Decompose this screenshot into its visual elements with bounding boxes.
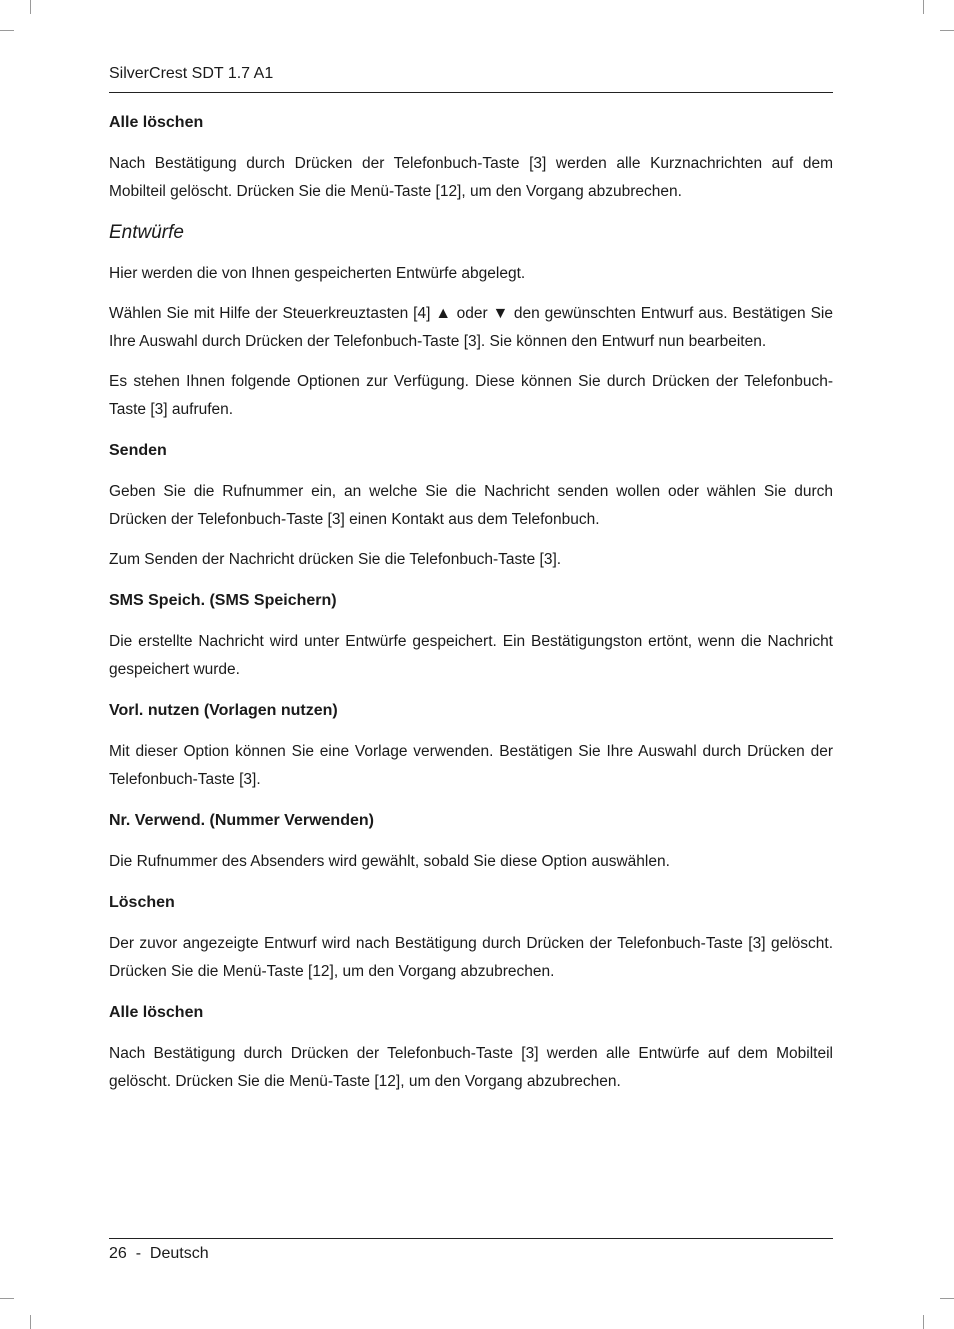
paragraph: Der zuvor angezeigte Entwurf wird nach Bestätigung durch Drücken der Telefonbuch-Taste [3] gelöscht. Drücken Sie die Menü-Taste [12], um den Vorgang abzubrechen.: [109, 935, 833, 980]
section-heading: Senden: [109, 442, 167, 459]
crop-mark: [940, 1298, 954, 1299]
section-heading: Nr. Verwend. (Nummer Verwenden): [109, 812, 374, 829]
page-footer: [109, 1238, 833, 1267]
crop-mark: [30, 1315, 31, 1329]
section-entwuerfe: [109, 218, 833, 424]
footer-language: Deutsch: [149, 1245, 209, 1262]
chapter-heading: Entwürfe: [109, 222, 184, 243]
arrow-up-icon: ▲: [435, 305, 452, 322]
page-number: 26: [109, 1245, 127, 1262]
paragraph: Die Rufnummer des Absenders wird gewählt, sobald Sie diese Option auswählen.: [109, 853, 670, 870]
document-title: SilverCrest SDT 1.7 A1: [109, 65, 274, 82]
paragraph-text: Wählen Sie mit Hilfe der Steuerkreuztasten [4]: [109, 305, 431, 322]
crop-mark: [940, 30, 954, 31]
section-senden: [109, 436, 833, 574]
footer-separator: -: [135, 1245, 142, 1262]
paragraph: Nach Bestätigung durch Drücken der Telefonbuch-Taste [3] werden alle Entwürfe auf dem Mobilteil gelöscht. Drücken Sie die Menü-Taste [12], um den Vorgang abzubrechen.: [109, 1045, 833, 1090]
paragraph-navigation: [109, 300, 833, 356]
section-heading: Alle löschen: [109, 114, 204, 131]
paragraph: Es stehen Ihnen folgende Optionen zur Verfügung. Diese können Sie durch Drücken der Telefonbuch-Taste [3] aufrufen.: [109, 373, 833, 418]
page-content: [109, 108, 833, 1108]
crop-mark: [923, 1315, 924, 1329]
page-header: [109, 62, 833, 93]
section-heading: Löschen: [109, 894, 175, 911]
section-vorlagen-nutzen: [109, 696, 833, 794]
section-heading: Alle löschen: [109, 1004, 204, 1021]
section-alle-loeschen-sms: [109, 108, 833, 206]
paragraph: Die erstellte Nachricht wird unter Entwürfe gespeichert. Ein Bestätigungston ertönt, wenn die Nachricht gespeichert wurde.: [109, 633, 833, 678]
paragraph: Zum Senden der Nachricht drücken Sie die Telefonbuch-Taste [3].: [109, 551, 562, 568]
paragraph: Nach Bestätigung durch Drücken der Telefonbuch-Taste [3] werden alle Kurznachrichten auf dem Mobilteil gelöscht. Drücken Sie die Menü-Taste [12], um den Vorgang abzubrechen.: [109, 155, 833, 200]
section-loeschen: [109, 888, 833, 986]
paragraph-text: den gewünschten Entwurf aus. Bestätigen Sie Ihre Auswahl durch Drücken der Telefonbuch-Taste [3]. Sie können den Entwurf nun bearbeiten.: [109, 305, 833, 350]
paragraph: Hier werden die von Ihnen gespeicherten Entwürfe abgelegt.: [109, 265, 526, 282]
section-nummer-verwenden: [109, 806, 833, 876]
section-heading: SMS Speich. (SMS Speichern): [109, 592, 337, 609]
crop-mark: [0, 30, 14, 31]
crop-mark: [0, 1298, 14, 1299]
arrow-down-icon: ▼: [492, 305, 509, 322]
paragraph: Geben Sie die Rufnummer ein, an welche Sie die Nachricht senden wollen oder wählen Sie durch Drücken der Telefonbuch-Taste [3] einen Kontakt aus dem Telefonbuch.: [109, 483, 833, 528]
crop-mark: [923, 0, 924, 14]
paragraph: Mit dieser Option können Sie eine Vorlage verwenden. Bestätigen Sie Ihre Auswahl durch Drücken der Telefonbuch-Taste [3].: [109, 743, 833, 788]
paragraph-text: oder: [456, 305, 488, 322]
crop-mark: [30, 0, 31, 14]
section-alle-loeschen-entwuerfe: [109, 998, 833, 1096]
section-sms-speichern: [109, 586, 833, 684]
section-heading: Vorl. nutzen (Vorlagen nutzen): [109, 702, 338, 719]
